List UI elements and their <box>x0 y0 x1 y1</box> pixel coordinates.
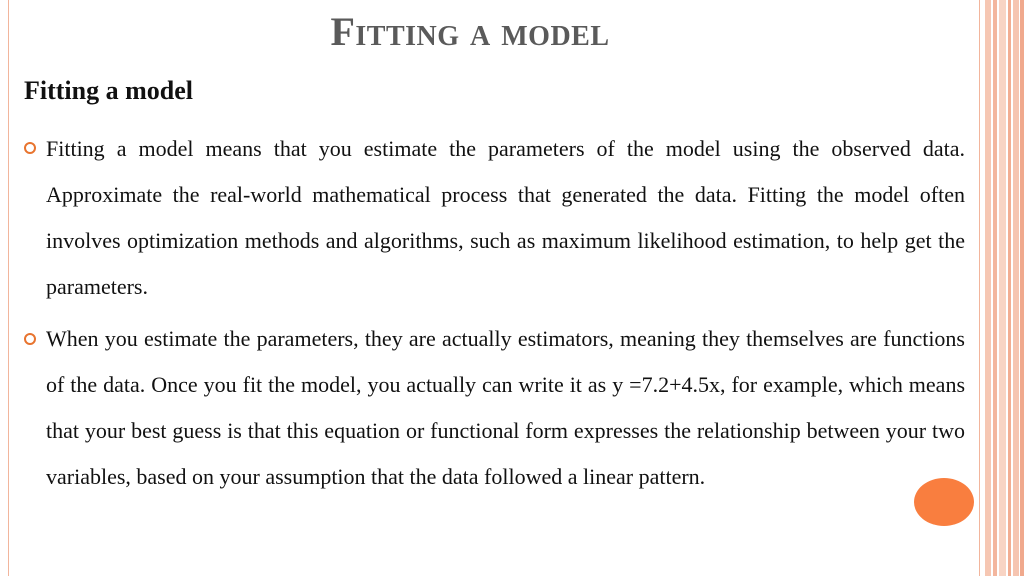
section-heading: Fitting a model <box>24 76 193 105</box>
bullet-text: Fitting a model means that you estimate the parameters of the model using the observed data. Approximate the real-world mathematical process that generated the data. Fitting the model often involves optimization methods and algorithms, such as maximum likelihood estimation, to help get the parameters. <box>46 136 965 299</box>
decorative-stripe <box>985 0 991 576</box>
slide-title: Fitting a model <box>330 9 610 54</box>
hollow-circle-bullet-icon <box>24 333 36 345</box>
decorative-stripe <box>1020 0 1024 576</box>
right-border-line <box>979 0 980 576</box>
bullet-item <box>24 126 965 310</box>
hollow-circle-bullet-icon <box>24 142 36 154</box>
bullet-item <box>24 316 965 546</box>
left-border-line <box>8 0 9 576</box>
decorative-stripe <box>999 0 1006 576</box>
bullet-text: When you estimate the parameters, they are actually estimators, meaning they themselves are functions of the data. Once you fit the model, you actually can write it as y =7.2+4.5x, for example, which means that your best guess is that this equation or functional form expresses the relationship between your two variables, based on your assumption that the data followed a linear pattern. <box>46 326 965 489</box>
decorative-stripe <box>1013 0 1019 576</box>
decorative-stripe <box>1008 0 1011 576</box>
orange-circle-shape <box>914 478 974 526</box>
decorative-stripe <box>993 0 997 576</box>
